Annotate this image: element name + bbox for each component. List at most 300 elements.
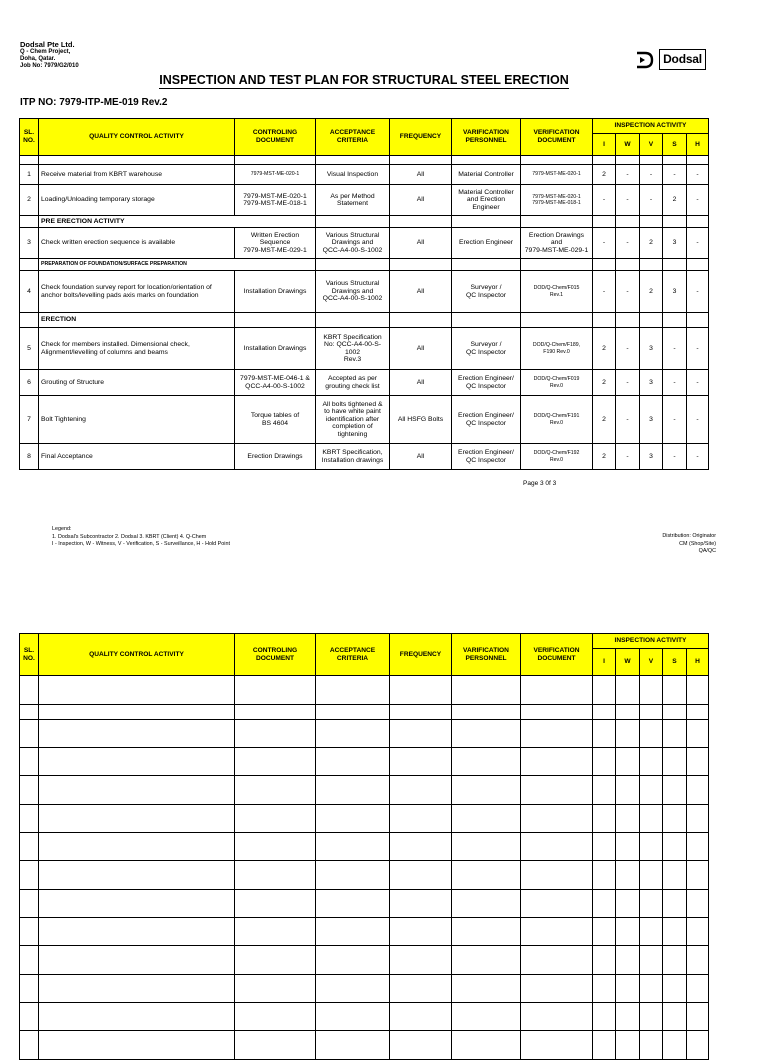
blank-cell — [390, 833, 452, 861]
cell-personnel: Erection Engineer/ QC Inspector — [452, 370, 521, 396]
cell-s: - — [663, 328, 687, 370]
blank-cell — [316, 748, 390, 776]
cell-w: - — [616, 165, 640, 185]
blank-cell — [20, 861, 39, 890]
section-row — [20, 313, 709, 328]
blank-cell — [593, 676, 616, 705]
blank-cell — [20, 946, 39, 975]
cell-sl: 4 — [20, 271, 39, 313]
itp-table-header — [20, 119, 709, 156]
blank-cell — [316, 975, 390, 1003]
blank-cell — [593, 975, 616, 1003]
cell-sl: 6 — [20, 370, 39, 396]
blank-cell — [616, 975, 640, 1003]
blank-cell — [316, 720, 390, 748]
cell-acceptance: Various Structural Drawings and QCC-A4-00-S-1002 — [316, 271, 390, 313]
blank-row — [20, 946, 709, 975]
cell-frequency: All — [390, 370, 452, 396]
blank-cell — [235, 918, 316, 946]
header-v: V — [640, 649, 663, 676]
cell-controlling: 7979-MST-ME-046-1 & QCC-A4-00-S-1002 — [235, 370, 316, 396]
blank-cell — [316, 890, 390, 918]
blank-cell — [452, 1031, 521, 1060]
cell-w: - — [616, 444, 640, 470]
cell-v: - — [640, 185, 663, 216]
blank-cell — [452, 805, 521, 833]
cell-acceptance: Visual Inspection — [316, 165, 390, 185]
itp-table-body — [20, 156, 709, 470]
blank-cell — [521, 676, 593, 705]
header-sl: SL. NO. — [20, 119, 39, 156]
blank-table-header — [20, 634, 709, 676]
blank-cell — [316, 705, 390, 720]
cell-s: - — [663, 165, 687, 185]
cell-frequency: All — [390, 228, 452, 259]
header-s: S — [663, 134, 687, 156]
blank-cell — [687, 946, 709, 975]
blank-cell — [521, 805, 593, 833]
company-name: Dodsal Pte Ltd. — [20, 40, 75, 49]
cell-controlling: Written Erection Sequence 7979-MST-ME-029-1 — [235, 228, 316, 259]
cell-s: 3 — [663, 228, 687, 259]
blank-cell — [616, 918, 640, 946]
blank-cell — [390, 1003, 452, 1031]
cell-activity: Loading/Unloading temporary storage — [39, 185, 235, 216]
company-block — [20, 40, 79, 70]
header-controlling: CONTROLING DOCUMENT — [235, 634, 316, 676]
blank-cell — [39, 1031, 235, 1060]
section-foundation: PREPARATION OF FOUNDATION/SURFACE PREPARATION — [39, 259, 316, 271]
cell-acceptance: Various Structural Drawings and QCC-A4-00-S-1002 — [316, 228, 390, 259]
cell-w: - — [616, 185, 640, 216]
cell-i: - — [593, 271, 616, 313]
header-acceptance: ACCEPTANCE CRITERIA — [316, 634, 390, 676]
blank-cell — [593, 833, 616, 861]
blank-cell — [640, 1031, 663, 1060]
cell-h: - — [687, 185, 709, 216]
table-row — [20, 185, 709, 216]
blank-cell — [390, 861, 452, 890]
blank-cell — [616, 705, 640, 720]
cell-frequency: All — [390, 328, 452, 370]
cell-personnel: Surveyor / QC Inspector — [452, 328, 521, 370]
header-personnel: VARIFICATION PERSONNEL — [452, 634, 521, 676]
blank-cell — [663, 748, 687, 776]
cell-w: - — [616, 228, 640, 259]
blank-row — [20, 1031, 709, 1060]
blank-cell — [452, 861, 521, 890]
cell-i: - — [593, 228, 616, 259]
blank-cell — [593, 890, 616, 918]
blank-cell — [640, 861, 663, 890]
blank-cell — [521, 861, 593, 890]
cell-verif-doc: DOD/Q-Chem/F019 Rev.0 — [521, 370, 593, 396]
blank-cell — [235, 748, 316, 776]
header-w: W — [616, 649, 640, 676]
blank-cell — [663, 805, 687, 833]
table-row — [20, 165, 709, 185]
blank-cell — [616, 805, 640, 833]
blank-cell — [616, 748, 640, 776]
blank-cell — [640, 748, 663, 776]
blank-cell — [521, 946, 593, 975]
logo-mark-icon — [634, 49, 656, 71]
blank-cell — [235, 1003, 316, 1031]
distribution-line-2: CM (Shop/Site) — [679, 540, 716, 547]
blank-cell — [616, 1003, 640, 1031]
blank-cell — [316, 1003, 390, 1031]
blank-cell — [687, 1031, 709, 1060]
blank-cell — [521, 833, 593, 861]
cell-verif-doc: DOD/Q-Chem/F189, F190 Rev.0 — [521, 328, 593, 370]
blank-cell — [663, 918, 687, 946]
cell-h: - — [687, 328, 709, 370]
blank-cell — [390, 748, 452, 776]
blank-cell — [235, 1031, 316, 1060]
cell-controlling: 7979-MST-ME-020-1 7979-MST-ME-018-1 — [235, 185, 316, 216]
table-row — [20, 396, 709, 444]
cell-controlling: Installation Drawings — [235, 271, 316, 313]
blank-cell — [316, 1031, 390, 1060]
cell-activity: Final Acceptance — [39, 444, 235, 470]
blank-cell — [616, 890, 640, 918]
blank-cell — [616, 720, 640, 748]
cell-frequency: All — [390, 444, 452, 470]
blank-cell — [452, 946, 521, 975]
cell-personnel: Erection Engineer/ QC Inspector — [452, 444, 521, 470]
legend-line-2: I - Inspection, W - Witness, V - Verification, S - Surveillance, H - Hold Point — [52, 541, 230, 548]
page-number: Page 3 0f 3 — [523, 480, 557, 487]
blank-cell — [640, 705, 663, 720]
blank-cell — [521, 890, 593, 918]
blank-cell — [39, 776, 235, 805]
blank-cell — [593, 720, 616, 748]
blank-row — [20, 918, 709, 946]
logo-text: Dodsal — [659, 49, 706, 70]
cell-frequency: All — [390, 185, 452, 216]
blank-cell — [39, 720, 235, 748]
blank-cell — [39, 890, 235, 918]
cell-i: 2 — [593, 396, 616, 444]
blank-cell — [20, 890, 39, 918]
blank-cell — [452, 676, 521, 705]
blank-cell — [235, 705, 316, 720]
cell-i: 2 — [593, 444, 616, 470]
blank-cell — [235, 861, 316, 890]
blank-cell — [20, 720, 39, 748]
blank-cell — [452, 720, 521, 748]
blank-row — [20, 861, 709, 890]
cell-activity: Bolt Tightening — [39, 396, 235, 444]
blank-cell — [316, 776, 390, 805]
blank-cell — [687, 748, 709, 776]
blank-cell — [687, 705, 709, 720]
blank-cell — [20, 918, 39, 946]
blank-cell — [663, 1031, 687, 1060]
blank-cell — [39, 975, 235, 1003]
blank-cell — [235, 805, 316, 833]
blank-cell — [452, 918, 521, 946]
cell-verif-doc: DOD/Q-Chem/F192 Rev.0 — [521, 444, 593, 470]
cell-frequency: All — [390, 165, 452, 185]
blank-row — [20, 676, 709, 705]
blank-cell — [390, 890, 452, 918]
header-h: H — [687, 134, 709, 156]
header-inspection: INSPECTION ACTIVITY — [593, 634, 709, 649]
blank-table-body — [20, 676, 709, 1060]
blank-cell — [390, 918, 452, 946]
cell-v: 3 — [640, 444, 663, 470]
blank-cell — [521, 748, 593, 776]
blank-cell — [663, 720, 687, 748]
cell-sl: 1 — [20, 165, 39, 185]
header-verif-doc: VERIFICATION DOCUMENT — [521, 634, 593, 676]
cell-verif-doc: Erection Drawings and 7979-MST-ME-029-1 — [521, 228, 593, 259]
blank-cell — [616, 776, 640, 805]
cell-h: - — [687, 370, 709, 396]
cell-controlling: Erection Drawings — [235, 444, 316, 470]
blank-cell — [593, 748, 616, 776]
header-activity: QUALITY CONTROL ACTIVITY — [39, 119, 235, 156]
header-frequency: FREQUENCY — [390, 634, 452, 676]
blank-cell — [39, 946, 235, 975]
cell-personnel: Erection Engineer/ QC Inspector — [452, 396, 521, 444]
blank-cell — [39, 676, 235, 705]
section-row — [20, 216, 709, 228]
header-i: I — [593, 134, 616, 156]
legend-title: Legend: — [52, 526, 72, 532]
blank-cell — [390, 705, 452, 720]
header-verif-doc: VERIFICATION DOCUMENT — [521, 119, 593, 156]
distribution-line-1: Distribution: Originator — [662, 533, 716, 539]
blank-cell — [39, 705, 235, 720]
blank-cell — [640, 890, 663, 918]
blank-cell — [20, 805, 39, 833]
blank-cell — [640, 676, 663, 705]
cell-s: - — [663, 370, 687, 396]
blank-cell — [390, 946, 452, 975]
blank-cell — [521, 776, 593, 805]
cell-controlling: Installation Drawings — [235, 328, 316, 370]
blank-cell — [39, 833, 235, 861]
header-controlling: CONTROLING DOCUMENT — [235, 119, 316, 156]
blank-cell — [452, 705, 521, 720]
blank-cell — [521, 720, 593, 748]
blank-cell — [20, 676, 39, 705]
blank-cell — [20, 748, 39, 776]
blank-cell — [316, 861, 390, 890]
blank-cell — [687, 720, 709, 748]
blank-cell — [663, 1003, 687, 1031]
cell-sl: 8 — [20, 444, 39, 470]
blank-cell — [593, 861, 616, 890]
blank-cell — [390, 720, 452, 748]
blank-cell — [640, 805, 663, 833]
blank-cell — [663, 776, 687, 805]
itp-table — [19, 118, 709, 470]
blank-cell — [687, 676, 709, 705]
cell-h: - — [687, 165, 709, 185]
blank-cell — [452, 833, 521, 861]
blank-cell — [235, 890, 316, 918]
blank-cell — [593, 705, 616, 720]
header-acceptance: ACCEPTANCE CRITERIA — [316, 119, 390, 156]
blank-cell — [390, 805, 452, 833]
blank-cell — [640, 833, 663, 861]
cell-s: 2 — [663, 185, 687, 216]
cell-sl: 7 — [20, 396, 39, 444]
blank-cell — [687, 833, 709, 861]
blank-cell — [39, 1003, 235, 1031]
cell-i: 2 — [593, 165, 616, 185]
blank-row — [20, 975, 709, 1003]
blank-cell — [452, 748, 521, 776]
cell-i: 2 — [593, 328, 616, 370]
cell-verif-doc: 7979-MST-ME-020-1 7979-MST-ME-018-1 — [521, 185, 593, 216]
blank-cell — [521, 975, 593, 1003]
blank-cell — [640, 918, 663, 946]
distribution-line-3: QA/QC — [698, 548, 716, 555]
cell-h: - — [687, 228, 709, 259]
blank-cell — [39, 918, 235, 946]
blank-cell — [20, 833, 39, 861]
blank-cell — [593, 1003, 616, 1031]
blank-cell — [390, 1031, 452, 1060]
company-line-1: Q - Chem Project, — [20, 49, 71, 55]
cell-acceptance: Accepted as per grouting check list — [316, 370, 390, 396]
cell-w: - — [616, 396, 640, 444]
section-erection: ERECTION — [39, 313, 235, 328]
blank-cell — [616, 861, 640, 890]
blank-cell — [663, 946, 687, 975]
blank-cell — [20, 975, 39, 1003]
blank-cell — [20, 1031, 39, 1060]
blank-cell — [663, 861, 687, 890]
itp-number: ITP NO: 7979-ITP-ME-019 Rev.2 — [20, 97, 168, 108]
cell-activity: Check for members installed. Dimensional check, Alignment/levelling of columns and beams — [39, 328, 235, 370]
cell-activity: Check written erection sequence is available — [39, 228, 235, 259]
cell-v: 3 — [640, 328, 663, 370]
blank-cell — [663, 975, 687, 1003]
table-row — [20, 271, 709, 313]
blank-cell — [663, 676, 687, 705]
cell-activity: Receive material from KBRT warehouse — [39, 165, 235, 185]
header-s: S — [663, 649, 687, 676]
blank-cell — [39, 748, 235, 776]
cell-v: 2 — [640, 271, 663, 313]
cell-v: 3 — [640, 396, 663, 444]
blank-cell — [452, 975, 521, 1003]
table-row — [20, 328, 709, 370]
cell-h: - — [687, 444, 709, 470]
blank-cell — [687, 918, 709, 946]
cell-w: - — [616, 271, 640, 313]
cell-verif-doc: DOD/Q-Chem/F015 Rev.1 — [521, 271, 593, 313]
cell-v: 3 — [640, 370, 663, 396]
blank-cell — [39, 861, 235, 890]
cell-h: - — [687, 396, 709, 444]
blank-cell — [640, 975, 663, 1003]
blank-cell — [39, 805, 235, 833]
cell-verif-doc: 7979-MST-ME-020-1 — [521, 165, 593, 185]
table-row — [20, 370, 709, 396]
blank-cell — [521, 1031, 593, 1060]
cell-personnel: Erection Engineer — [452, 228, 521, 259]
blank-cell — [20, 705, 39, 720]
cell-personnel: Material Controller — [452, 165, 521, 185]
spacer-row — [20, 156, 709, 165]
cell-sl: 3 — [20, 228, 39, 259]
blank-cell — [316, 918, 390, 946]
page-title — [0, 73, 728, 87]
blank-cell — [593, 1031, 616, 1060]
blank-cell — [687, 805, 709, 833]
blank-cell — [452, 776, 521, 805]
cell-acceptance: All bolts tightened & to have white paint identification after completion of tightening — [316, 396, 390, 444]
blank-cell — [663, 833, 687, 861]
blank-row — [20, 805, 709, 833]
blank-cell — [235, 676, 316, 705]
blank-cell — [452, 1003, 521, 1031]
blank-cell — [616, 946, 640, 975]
cell-s: 3 — [663, 271, 687, 313]
blank-row — [20, 705, 709, 720]
blank-cell — [20, 1003, 39, 1031]
company-logo — [634, 46, 706, 72]
cell-controlling: Torque tables of BS 4604 — [235, 396, 316, 444]
blank-cell — [20, 776, 39, 805]
blank-cell — [390, 975, 452, 1003]
table-row — [20, 228, 709, 259]
cell-controlling: 7979-MST-ME-020-1 — [235, 165, 316, 185]
distribution — [662, 533, 716, 556]
blank-cell — [316, 946, 390, 975]
cell-i: - — [593, 185, 616, 216]
blank-cell — [640, 776, 663, 805]
header-sl: SL. NO. — [20, 634, 39, 676]
legend-line-1: 1. Dodsal's Subcontractor 2. Dodsal 3. KBRT (Client) 4. Q-Chem — [52, 533, 207, 540]
blank-row — [20, 1003, 709, 1031]
blank-cell — [593, 805, 616, 833]
header-v: V — [640, 134, 663, 156]
cell-verif-doc: DOD/Q-Chem/F191 Rev.0 — [521, 396, 593, 444]
cell-personnel: Material Controller and Erection Engineer — [452, 185, 521, 216]
blank-row — [20, 776, 709, 805]
blank-cell — [316, 676, 390, 705]
blank-cell — [316, 805, 390, 833]
blank-itp-table — [19, 633, 709, 1060]
cell-sl: 2 — [20, 185, 39, 216]
table-row — [20, 444, 709, 470]
cell-acceptance: As per Method Statement — [316, 185, 390, 216]
blank-row — [20, 720, 709, 748]
header-frequency: FREQUENCY — [390, 119, 452, 156]
blank-cell — [687, 861, 709, 890]
blank-row — [20, 748, 709, 776]
blank-cell — [640, 1003, 663, 1031]
blank-cell — [687, 975, 709, 1003]
blank-row — [20, 833, 709, 861]
cell-activity: Check foundation survey report for location/orientation of anchor bolts/levelling pads axis marks on foundation — [39, 271, 235, 313]
blank-cell — [616, 833, 640, 861]
blank-cell — [235, 975, 316, 1003]
header-i: I — [593, 649, 616, 676]
blank-cell — [663, 705, 687, 720]
company-line-3: Job No: 7979/G2/010 — [20, 63, 79, 69]
blank-cell — [390, 676, 452, 705]
blank-cell — [521, 1003, 593, 1031]
cell-personnel: Surveyor / QC Inspector — [452, 271, 521, 313]
